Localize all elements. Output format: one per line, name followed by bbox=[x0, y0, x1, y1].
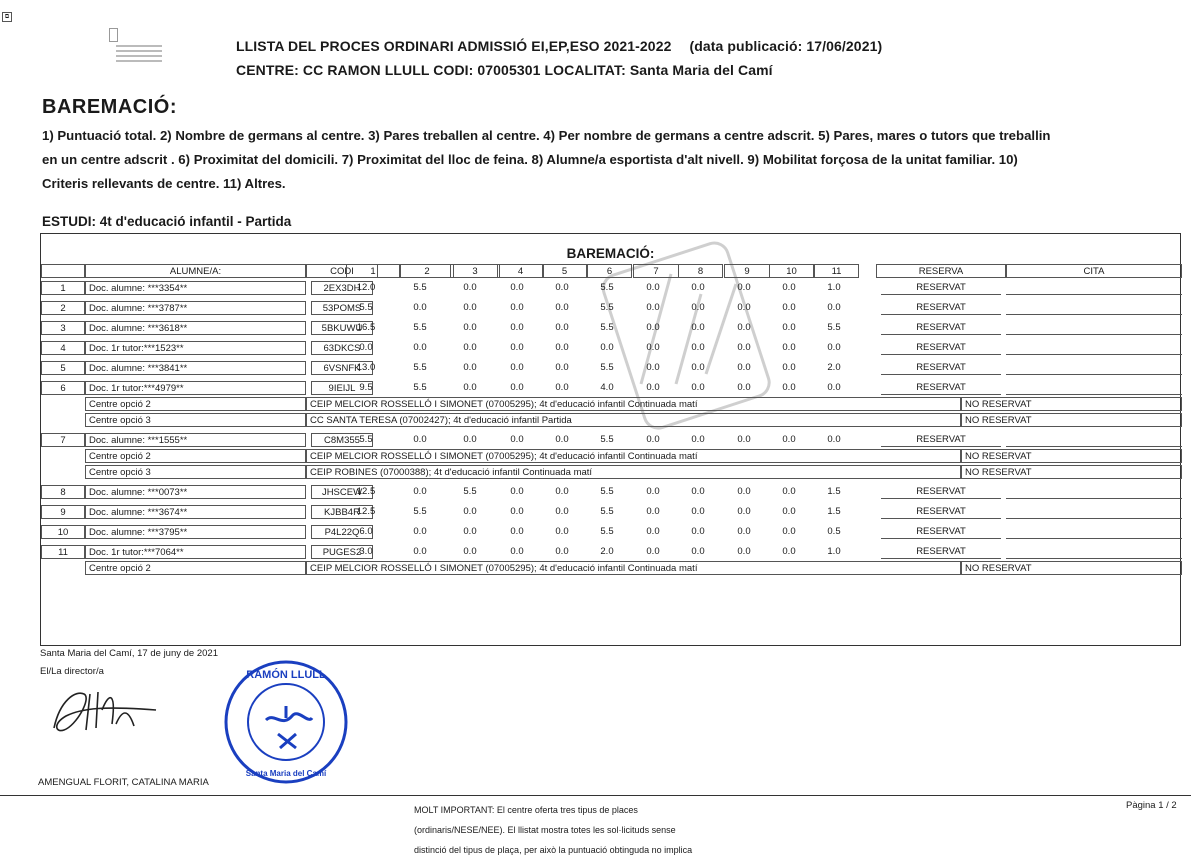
score-cell: 0.0 bbox=[646, 506, 660, 517]
signatory-name: AMENGUAL FLORIT, CATALINA MARIA bbox=[38, 777, 209, 788]
corner-mark-icon: ⧉ bbox=[2, 12, 12, 22]
score-cell: 0.0 bbox=[510, 342, 524, 353]
codi-cell: 9IEIJL bbox=[311, 381, 373, 395]
score-cell: 0.0 bbox=[691, 302, 705, 313]
score-cell: 0.0 bbox=[555, 362, 569, 373]
score-cell: 0.0 bbox=[737, 322, 751, 333]
score-cell: 0.0 bbox=[646, 486, 660, 497]
codi-cell: JHSCEW bbox=[311, 485, 373, 499]
score-cell: 0.0 bbox=[827, 434, 841, 445]
admission-table bbox=[40, 233, 1181, 646]
score-cell: 0.0 bbox=[782, 382, 796, 393]
table-row bbox=[41, 341, 1182, 355]
score-cell: 0.0 bbox=[555, 282, 569, 293]
criteria-line: en un centre adscrit . 6) Proximitat del domicili. 7) Proximitat del lloc de feina. 8) Alumne/a esportista d'alt nivell. 9) Mobilitat forçosa de la unitat familiar. 10) bbox=[42, 152, 1018, 167]
score-cell: 0.0 bbox=[555, 382, 569, 393]
important-note bbox=[414, 800, 692, 860]
score-cell: 0.0 bbox=[691, 486, 705, 497]
reserva-cell: RESERVAT bbox=[881, 361, 1001, 375]
page-number: Pàgina 1 / 2 bbox=[1126, 800, 1177, 811]
score-cell: 5.5 bbox=[827, 322, 841, 333]
reserva-cell: RESERVAT bbox=[881, 433, 1001, 447]
table-row bbox=[41, 381, 1182, 395]
score-cell: 0.0 bbox=[463, 546, 477, 557]
score-cell: 0.0 bbox=[463, 302, 477, 313]
score-cell: 0.0 bbox=[827, 302, 841, 313]
codi-cell: 2EX3DH bbox=[311, 281, 373, 295]
table-row bbox=[41, 433, 1182, 447]
reserva-cell: RESERVAT bbox=[881, 281, 1001, 295]
alumne-cell: Doc. 1r tutor:***4979** bbox=[85, 381, 306, 395]
criterion-header: 9 bbox=[724, 264, 770, 278]
score-cell: 0.0 bbox=[782, 282, 796, 293]
option-row bbox=[41, 465, 1182, 479]
reserva-cell: RESERVAT bbox=[881, 381, 1001, 395]
score-cell: 13.0 bbox=[356, 362, 376, 373]
reserva-cell: RESERVAT bbox=[881, 525, 1001, 539]
codi-cell: 6VSNFK bbox=[311, 361, 373, 375]
score-cell: 0.0 bbox=[691, 342, 705, 353]
score-cell: 1.5 bbox=[827, 486, 841, 497]
criterion-header: 11 bbox=[814, 264, 859, 278]
option-centre: CEIP MELCIOR ROSSELLÓ I SIMONET (07005295); 4t d'educació infantil Continuada matí bbox=[306, 397, 961, 411]
score-cell: 0.0 bbox=[691, 382, 705, 393]
alumne-cell: Doc. 1r tutor:***1523** bbox=[85, 341, 306, 355]
score-cell: 0.0 bbox=[555, 434, 569, 445]
score-cell: 0.0 bbox=[782, 322, 796, 333]
document-header bbox=[236, 34, 882, 82]
score-cell: 12.0 bbox=[356, 282, 376, 293]
score-cell: 5.5 bbox=[359, 434, 373, 445]
criterion-header: 2 bbox=[400, 264, 454, 278]
header-title: LLISTA DEL PROCES ORDINARI ADMISSIÓ EI,EP,ESO 2021-2022 bbox=[236, 38, 672, 54]
score-cell: 0.0 bbox=[463, 526, 477, 537]
score-cell: 0.0 bbox=[555, 546, 569, 557]
reserva-cell: RESERVAT bbox=[881, 301, 1001, 315]
row-number: 1 bbox=[41, 281, 85, 295]
score-cell: 5.5 bbox=[600, 434, 614, 445]
reserva-cell: RESERVAT bbox=[881, 505, 1001, 519]
score-cell: 0.0 bbox=[737, 434, 751, 445]
signature-icon bbox=[46, 680, 166, 740]
criterion-header: 7 bbox=[633, 264, 679, 278]
row-number: 9 bbox=[41, 505, 85, 519]
score-cell: 5.5 bbox=[463, 486, 477, 497]
score-cell: 0.0 bbox=[510, 322, 524, 333]
criteria-line: Criteris rellevants de centre. 11) Altres. bbox=[42, 176, 286, 191]
alumne-cell: Doc. alumne: ***3841** bbox=[85, 361, 306, 375]
score-cell: 0.0 bbox=[646, 342, 660, 353]
codi-cell: C8M355 bbox=[311, 433, 373, 447]
table-row bbox=[41, 525, 1182, 539]
score-cell: 0.0 bbox=[555, 526, 569, 537]
option-label: Centre opció 2 bbox=[85, 449, 306, 463]
option-reserva: NO RESERVAT bbox=[961, 465, 1182, 479]
score-cell: 0.0 bbox=[646, 302, 660, 313]
criteria-legend bbox=[42, 124, 1187, 196]
score-cell: 0.0 bbox=[463, 434, 477, 445]
score-cell: 0.0 bbox=[510, 486, 524, 497]
score-cell: 0.0 bbox=[646, 382, 660, 393]
score-cell: 0.0 bbox=[737, 342, 751, 353]
option-label: Centre opció 3 bbox=[85, 413, 306, 427]
option-centre: CC SANTA TERESA (07002427); 4t d'educació infantil Partida bbox=[306, 413, 961, 427]
alumne-cell: Doc. alumne: ***3354** bbox=[85, 281, 306, 295]
score-cell: 0.0 bbox=[646, 282, 660, 293]
score-cell: 1.0 bbox=[827, 282, 841, 293]
score-cell: 5.5 bbox=[359, 302, 373, 313]
score-cell: 0.0 bbox=[359, 342, 373, 353]
score-cell: 1.5 bbox=[827, 506, 841, 517]
score-cell: 12.5 bbox=[356, 506, 376, 517]
option-label: Centre opció 3 bbox=[85, 465, 306, 479]
svg-text:RAMÓN LLULL: RAMÓN LLULL bbox=[246, 669, 326, 681]
row-number: 5 bbox=[41, 361, 85, 375]
score-cell: 0.0 bbox=[646, 546, 660, 557]
cita-cell bbox=[1006, 433, 1182, 447]
government-logo bbox=[108, 28, 168, 76]
row-number: 4 bbox=[41, 341, 85, 355]
option-centre: CEIP ROBINES (07000388); 4t d'educació infantil Continuada matí bbox=[306, 465, 961, 479]
codi-cell: 53POMS bbox=[311, 301, 373, 315]
score-cell: 5.5 bbox=[413, 362, 427, 373]
codi-cell: KJBB4R bbox=[311, 505, 373, 519]
score-cell: 0.0 bbox=[737, 382, 751, 393]
option-row bbox=[41, 561, 1182, 575]
codi-cell: 63DKCS bbox=[311, 341, 373, 355]
score-cell: 0.0 bbox=[737, 506, 751, 517]
score-cell: 3.0 bbox=[359, 546, 373, 557]
option-centre: CEIP MELCIOR ROSSELLÓ I SIMONET (07005295); 4t d'educació infantil Continuada matí bbox=[306, 561, 961, 575]
reserva-cell: RESERVAT bbox=[881, 321, 1001, 335]
codi-cell: 5BKUWU bbox=[311, 321, 373, 335]
score-cell: 0.0 bbox=[827, 342, 841, 353]
score-cell: 0.0 bbox=[413, 434, 427, 445]
place-date: Santa Maria del Camí, 17 de juny de 2021 bbox=[40, 648, 218, 659]
score-cell: 0.0 bbox=[782, 362, 796, 373]
score-cell: 0.0 bbox=[691, 506, 705, 517]
score-cell: 0.0 bbox=[555, 302, 569, 313]
option-label: Centre opció 2 bbox=[85, 561, 306, 575]
criterion-header: 10 bbox=[769, 264, 814, 278]
score-cell: 0.5 bbox=[827, 526, 841, 537]
score-cell: 0.0 bbox=[737, 282, 751, 293]
reserva-cell: RESERVAT bbox=[881, 341, 1001, 355]
score-cell: 0.0 bbox=[737, 362, 751, 373]
score-cell: 0.0 bbox=[737, 546, 751, 557]
reserva-cell: RESERVAT bbox=[881, 485, 1001, 499]
option-reserva: NO RESERVAT bbox=[961, 561, 1182, 575]
publication-date: (data publicació: 17/06/2021) bbox=[689, 38, 883, 54]
row-number: 2 bbox=[41, 301, 85, 315]
criterion-header: 5 bbox=[542, 264, 587, 278]
score-cell: 0.0 bbox=[691, 322, 705, 333]
alumne-cell: Doc. alumne: ***1555** bbox=[85, 433, 306, 447]
cita-cell bbox=[1006, 381, 1182, 395]
score-cell: 0.0 bbox=[646, 322, 660, 333]
table-row bbox=[41, 281, 1182, 295]
score-cell: 0.0 bbox=[782, 526, 796, 537]
cita-header: CITA bbox=[1006, 264, 1182, 278]
score-cell: 5.5 bbox=[413, 282, 427, 293]
row-number: 11 bbox=[41, 545, 85, 559]
score-cell: 0.0 bbox=[782, 546, 796, 557]
score-cell: 0.0 bbox=[413, 342, 427, 353]
reserva-header: RESERVA bbox=[876, 264, 1006, 278]
criteria-line: 1) Puntuació total. 2) Nombre de germans al centre. 3) Pares treballen al centre. 4) Per nombre de germans a centre adscrit. 5) Pares, mares o tutors que treballin bbox=[42, 128, 1051, 143]
option-reserva: NO RESERVAT bbox=[961, 397, 1182, 411]
score-cell: 0.0 bbox=[510, 526, 524, 537]
score-cell: 0.0 bbox=[646, 362, 660, 373]
option-reserva: NO RESERVAT bbox=[961, 449, 1182, 463]
score-cell: 0.0 bbox=[510, 546, 524, 557]
score-cell: 0.0 bbox=[413, 486, 427, 497]
score-cell: 5.5 bbox=[413, 506, 427, 517]
score-cell: 9.5 bbox=[359, 382, 373, 393]
footer-divider bbox=[0, 795, 1191, 796]
score-cell: 0.0 bbox=[413, 526, 427, 537]
score-cell: 5.5 bbox=[413, 322, 427, 333]
cita-cell bbox=[1006, 321, 1182, 335]
option-centre: CEIP MELCIOR ROSSELLÓ I SIMONET (07005295); 4t d'educació infantil Continuada matí bbox=[306, 449, 961, 463]
score-cell: 0.0 bbox=[413, 302, 427, 313]
score-cell: 2.0 bbox=[827, 362, 841, 373]
score-cell: 0.0 bbox=[782, 302, 796, 313]
score-cell: 0.0 bbox=[463, 382, 477, 393]
director-role: El/La director/a bbox=[40, 666, 104, 677]
score-cell: 5.5 bbox=[413, 382, 427, 393]
row-number: 10 bbox=[41, 525, 85, 539]
score-cell: 0.0 bbox=[463, 362, 477, 373]
option-row bbox=[41, 413, 1182, 427]
cita-cell bbox=[1006, 545, 1182, 559]
score-cell: 12.5 bbox=[356, 486, 376, 497]
score-cell: 0.0 bbox=[782, 342, 796, 353]
score-cell: 0.0 bbox=[646, 526, 660, 537]
score-cell: 5.5 bbox=[600, 526, 614, 537]
score-cell: 6.0 bbox=[359, 526, 373, 537]
score-cell: 0.0 bbox=[737, 302, 751, 313]
estudi-label: ESTUDI: 4t d'educació infantil - Partida bbox=[42, 214, 292, 229]
score-cell: 0.0 bbox=[510, 382, 524, 393]
table-row bbox=[41, 485, 1182, 499]
option-row bbox=[41, 449, 1182, 463]
note-line: (ordinaris/NESE/NEE). El llistat mostra totes les sol·licituds sense bbox=[414, 825, 676, 835]
table-title: BAREMACIÓ: bbox=[566, 246, 655, 261]
score-cell: 0.0 bbox=[555, 506, 569, 517]
svg-text:Santa Maria del Camí: Santa Maria del Camí bbox=[245, 769, 327, 778]
cita-cell bbox=[1006, 505, 1182, 519]
cita-cell bbox=[1006, 361, 1182, 375]
score-cell: 5.5 bbox=[600, 322, 614, 333]
table-row bbox=[41, 505, 1182, 519]
header-centre: CENTRE: CC RAMON LLULL CODI: 07005301 LOCALITAT: Santa Maria del Camí bbox=[236, 62, 773, 78]
codi-header: CODI bbox=[306, 264, 378, 278]
alumne-header: ALUMNE/A: bbox=[85, 264, 306, 278]
score-cell: 2.0 bbox=[600, 546, 614, 557]
option-reserva: NO RESERVAT bbox=[961, 413, 1182, 427]
cita-cell bbox=[1006, 341, 1182, 355]
score-cell: 5.5 bbox=[600, 282, 614, 293]
num-header-cell bbox=[41, 264, 85, 278]
score-cell: 0.0 bbox=[510, 282, 524, 293]
reserva-cell: RESERVAT bbox=[881, 545, 1001, 559]
score-cell: 0.0 bbox=[782, 434, 796, 445]
score-cell: 0.0 bbox=[782, 506, 796, 517]
score-cell: 5.5 bbox=[600, 486, 614, 497]
score-cell: 0.0 bbox=[737, 526, 751, 537]
score-cell: 0.0 bbox=[510, 506, 524, 517]
criterion-header: 3 bbox=[450, 264, 500, 278]
score-cell: 0.0 bbox=[463, 342, 477, 353]
score-cell: 0.0 bbox=[413, 546, 427, 557]
note-line: distinció del tipus de plaça, per això la puntuació obtinguda no implica bbox=[414, 845, 693, 855]
cita-cell bbox=[1006, 281, 1182, 295]
criterion-header: 1 bbox=[346, 264, 400, 278]
cita-cell bbox=[1006, 525, 1182, 539]
score-cell: 0.0 bbox=[691, 546, 705, 557]
cita-cell bbox=[1006, 485, 1182, 499]
score-cell: 0.0 bbox=[691, 282, 705, 293]
row-number: 6 bbox=[41, 381, 85, 395]
table-row bbox=[41, 545, 1182, 559]
criterion-header: 8 bbox=[678, 264, 723, 278]
alumne-cell: Doc. alumne: ***0073** bbox=[85, 485, 306, 499]
alumne-cell: Doc. alumne: ***3787** bbox=[85, 301, 306, 315]
table-row bbox=[41, 321, 1182, 335]
criterion-header: 6 bbox=[587, 264, 632, 278]
option-row bbox=[41, 397, 1182, 411]
row-number: 3 bbox=[41, 321, 85, 335]
row-number: 8 bbox=[41, 485, 85, 499]
score-cell: 4.0 bbox=[600, 382, 614, 393]
criterion-header: 4 bbox=[497, 264, 544, 278]
alumne-cell: Doc. alumne: ***3674** bbox=[85, 505, 306, 519]
codi-cell: PUGES2 bbox=[311, 545, 373, 559]
score-cell: 0.0 bbox=[600, 342, 614, 353]
score-cell: 0.0 bbox=[691, 526, 705, 537]
option-label: Centre opció 2 bbox=[85, 397, 306, 411]
cita-cell bbox=[1006, 301, 1182, 315]
score-cell: 0.0 bbox=[463, 322, 477, 333]
note-line: MOLT IMPORTANT: El centre oferta tres tipus de places bbox=[414, 805, 638, 815]
score-cell: 0.0 bbox=[463, 506, 477, 517]
table-row bbox=[41, 361, 1182, 375]
score-cell: 0.0 bbox=[510, 434, 524, 445]
score-cell: 0.0 bbox=[782, 486, 796, 497]
score-cell: 0.0 bbox=[555, 322, 569, 333]
score-cell: 0.0 bbox=[510, 362, 524, 373]
table-header-row bbox=[41, 264, 1182, 278]
score-cell: 0.0 bbox=[646, 434, 660, 445]
score-cell: 0.0 bbox=[555, 486, 569, 497]
score-cell: 0.0 bbox=[827, 382, 841, 393]
score-cell: 5.5 bbox=[600, 362, 614, 373]
score-cell: 0.0 bbox=[737, 486, 751, 497]
alumne-cell: Doc. alumne: ***3795** bbox=[85, 525, 306, 539]
table-row bbox=[41, 301, 1182, 315]
score-cell: 0.0 bbox=[463, 282, 477, 293]
score-cell: 0.0 bbox=[555, 342, 569, 353]
school-stamp-icon bbox=[222, 658, 350, 786]
score-cell: 16.5 bbox=[356, 322, 376, 333]
score-cell: 1.0 bbox=[827, 546, 841, 557]
score-cell: 5.5 bbox=[600, 506, 614, 517]
score-cell: 0.0 bbox=[510, 302, 524, 313]
alumne-cell: Doc. alumne: ***3618** bbox=[85, 321, 306, 335]
score-cell: 0.0 bbox=[691, 434, 705, 445]
score-cell: 0.0 bbox=[691, 362, 705, 373]
codi-cell: P4L22Q bbox=[311, 525, 373, 539]
alumne-cell: Doc. 1r tutor:***7064** bbox=[85, 545, 306, 559]
baremacio-heading: BAREMACIÓ: bbox=[42, 96, 177, 118]
row-number: 7 bbox=[41, 433, 85, 447]
score-cell: 5.5 bbox=[600, 302, 614, 313]
